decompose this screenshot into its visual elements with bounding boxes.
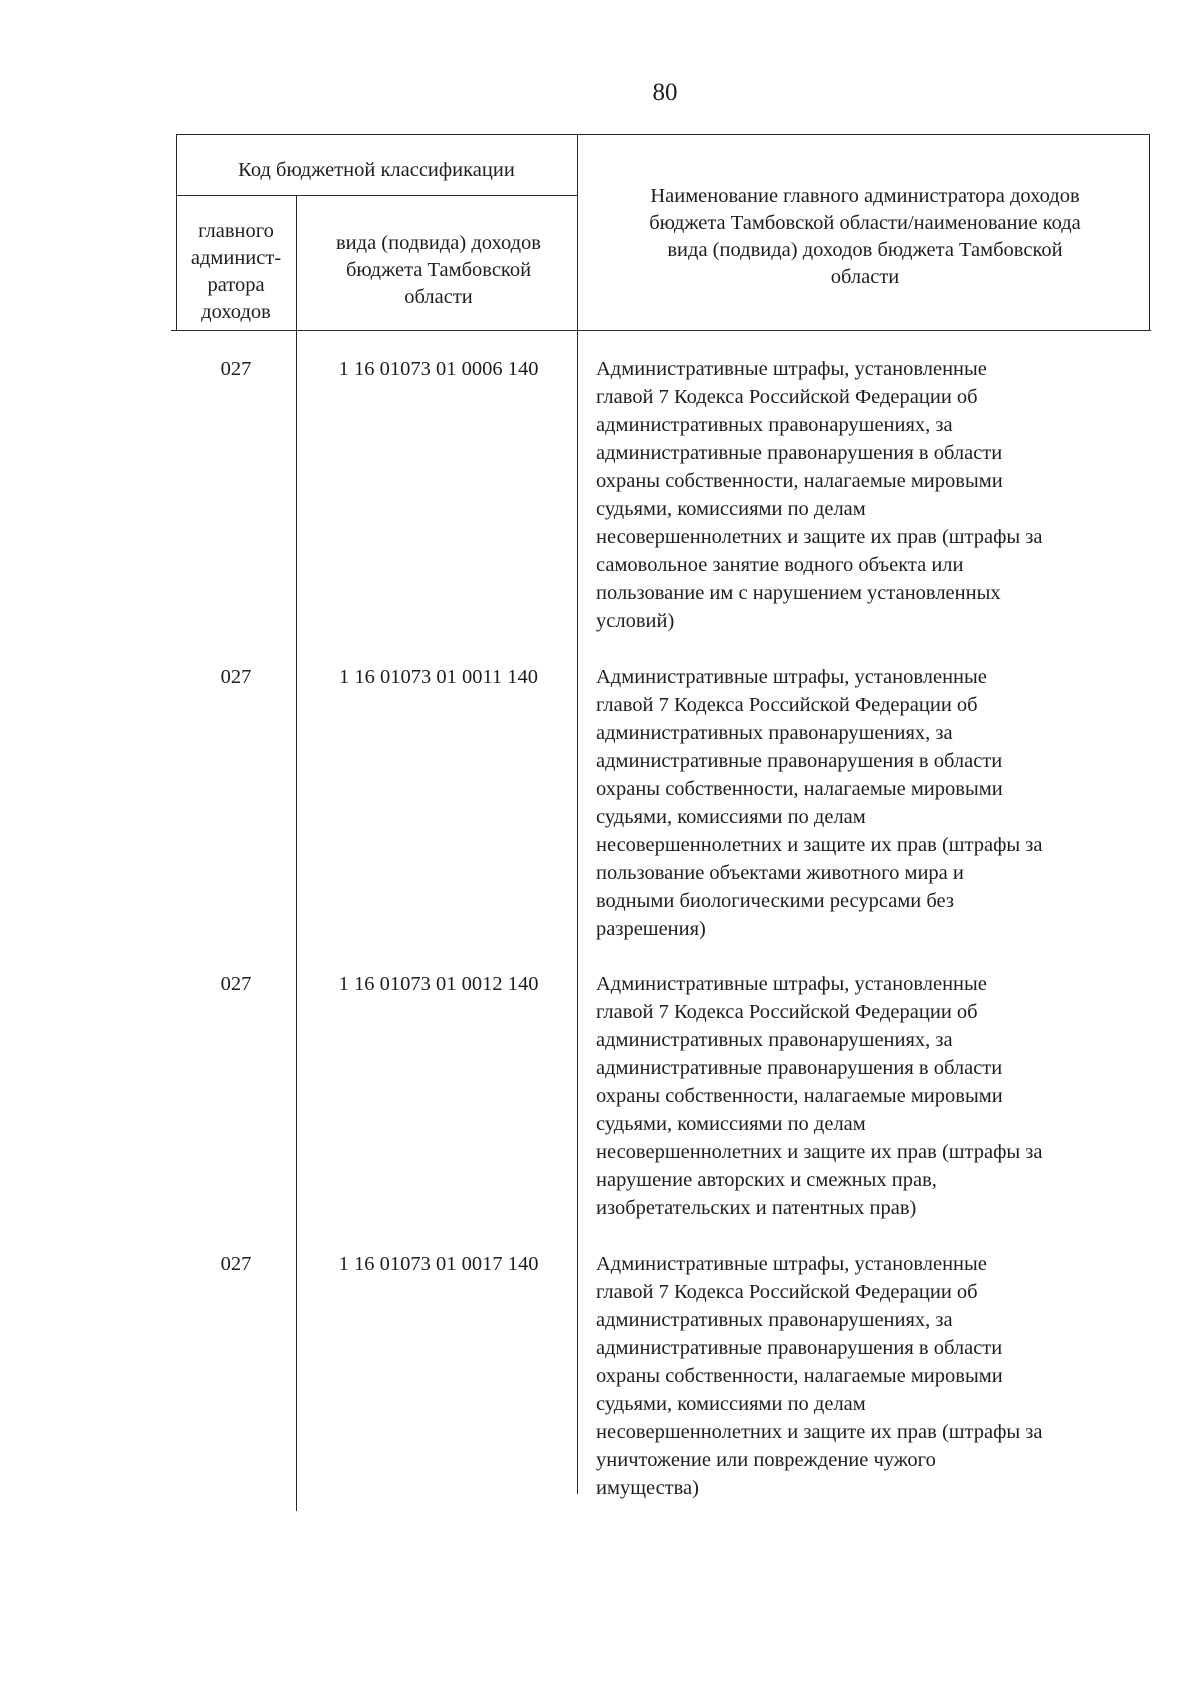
revenue-name-line: разрешения) bbox=[596, 918, 706, 940]
revenue-name-line: охраны собственности, налагаемые мировыми bbox=[596, 778, 1003, 800]
header-admin-column bbox=[176, 218, 296, 326]
budget-code-cell: 1 16 01073 01 0011 140 bbox=[338, 666, 539, 688]
revenue-name-line: пользование объектами животного мира и bbox=[596, 862, 964, 884]
header-kind-line: области bbox=[404, 286, 473, 308]
revenue-name-cell bbox=[596, 663, 1136, 943]
column-rule-admin-kind bbox=[296, 195, 297, 1511]
header-name-line: бюджета Тамбовской области/наименование кода bbox=[649, 212, 1081, 234]
revenue-name-line: Административные штрафы, установленные bbox=[596, 666, 987, 688]
revenue-name-line: главой 7 Кодекса Российской Федерации об bbox=[596, 1281, 978, 1303]
revenue-name-line: судьями, комиссиями по делам bbox=[596, 498, 866, 520]
revenue-name-line: административные правонарушения в области bbox=[596, 442, 1003, 464]
revenue-name-line: несовершеннолетних и защите их прав (штрафы за bbox=[596, 1421, 1043, 1443]
revenue-name-cell bbox=[596, 1250, 1136, 1502]
admin-code-cell: 027 bbox=[220, 666, 252, 688]
revenue-name-line: административных правонарушениях, за bbox=[596, 1029, 953, 1051]
header-admin-line: главного bbox=[198, 220, 274, 242]
revenue-name-line: нарушение авторских и смежных прав, bbox=[596, 1169, 937, 1191]
revenue-name-line: пользование им с нарушением установленных bbox=[596, 582, 1001, 604]
header-admin-line: ратора bbox=[207, 274, 265, 296]
revenue-name-line: административные правонарушения в области bbox=[596, 750, 1003, 772]
revenue-name-line: административные правонарушения в области bbox=[596, 1337, 1003, 1359]
header-admin-line: админист- bbox=[190, 247, 282, 269]
budget-code-cell: 1 16 01073 01 0012 140 bbox=[338, 973, 539, 995]
revenue-name-line: самовольное занятие водного объекта или bbox=[596, 554, 964, 576]
header-admin-line: доходов bbox=[201, 301, 271, 323]
revenue-name-line: несовершеннолетних и защите их прав (штрафы за bbox=[596, 834, 1043, 856]
header-name-column bbox=[592, 183, 1138, 291]
revenue-name-line: главой 7 Кодекса Российской Федерации об bbox=[596, 694, 978, 716]
revenue-name-line: административных правонарушениях, за bbox=[596, 722, 953, 744]
header-name-line: Наименование главного администратора доходов bbox=[650, 185, 1080, 207]
revenue-name-line: главой 7 Кодекса Российской Федерации об bbox=[596, 386, 978, 408]
revenue-name-line: административных правонарушениях, за bbox=[596, 1309, 953, 1331]
header-kind-column bbox=[300, 230, 577, 311]
revenue-name-line: имущества) bbox=[596, 1477, 699, 1499]
column-rule-kind-name bbox=[577, 134, 578, 1494]
header-code-group: Код бюджетной классификации bbox=[238, 159, 515, 181]
table-header-bottom-rule bbox=[171, 330, 1151, 331]
revenue-name-line: несовершеннолетних и защите их прав (штрафы за bbox=[596, 526, 1043, 548]
revenue-name-line: водными биологическими ресурсами без bbox=[596, 890, 955, 912]
admin-code-cell: 027 bbox=[220, 1253, 252, 1275]
revenue-name-line: административные правонарушения в области bbox=[596, 1057, 1003, 1079]
revenue-name-line: судьями, комиссиями по делам bbox=[596, 806, 866, 828]
budget-code-cell: 1 16 01073 01 0017 140 bbox=[338, 1253, 539, 1275]
revenue-name-line: судьями, комиссиями по делам bbox=[596, 1393, 866, 1415]
revenue-name-cell bbox=[596, 970, 1136, 1222]
revenue-name-line: охраны собственности, налагаемые мировыми bbox=[596, 1085, 1003, 1107]
revenue-name-line: несовершеннолетних и защите их прав (штрафы за bbox=[596, 1141, 1043, 1163]
revenue-name-line: условий) bbox=[596, 610, 675, 632]
admin-code-cell: 027 bbox=[220, 358, 252, 380]
revenue-name-line: уничтожение или повреждение чужого bbox=[596, 1449, 936, 1471]
header-name-line: области bbox=[830, 266, 900, 288]
header-name-line: вида (подвида) доходов бюджета Тамбовской bbox=[667, 239, 1063, 261]
page-number: 80 bbox=[652, 79, 678, 106]
table-header-sub-rule bbox=[176, 195, 577, 196]
revenue-name-line: административных правонарушениях, за bbox=[596, 414, 953, 436]
revenue-name-line: изобретательских и патентных прав) bbox=[596, 1197, 917, 1219]
revenue-name-line: Административные штрафы, установленные bbox=[596, 358, 987, 380]
revenue-name-line: охраны собственности, налагаемые мировыми bbox=[596, 1365, 1003, 1387]
revenue-name-line: охраны собственности, налагаемые мировыми bbox=[596, 470, 1003, 492]
revenue-name-line: судьями, комиссиями по делам bbox=[596, 1113, 866, 1135]
revenue-name-line: Административные штрафы, установленные bbox=[596, 973, 987, 995]
revenue-name-cell bbox=[596, 355, 1136, 635]
admin-code-cell: 027 bbox=[220, 973, 252, 995]
budget-code-cell: 1 16 01073 01 0006 140 bbox=[338, 358, 539, 380]
header-kind-line: вида (подвида) доходов bbox=[336, 232, 541, 254]
revenue-name-line: Административные штрафы, установленные bbox=[596, 1253, 987, 1275]
header-kind-line: бюджета Тамбовской bbox=[345, 259, 532, 281]
revenue-name-line: главой 7 Кодекса Российской Федерации об bbox=[596, 1001, 978, 1023]
